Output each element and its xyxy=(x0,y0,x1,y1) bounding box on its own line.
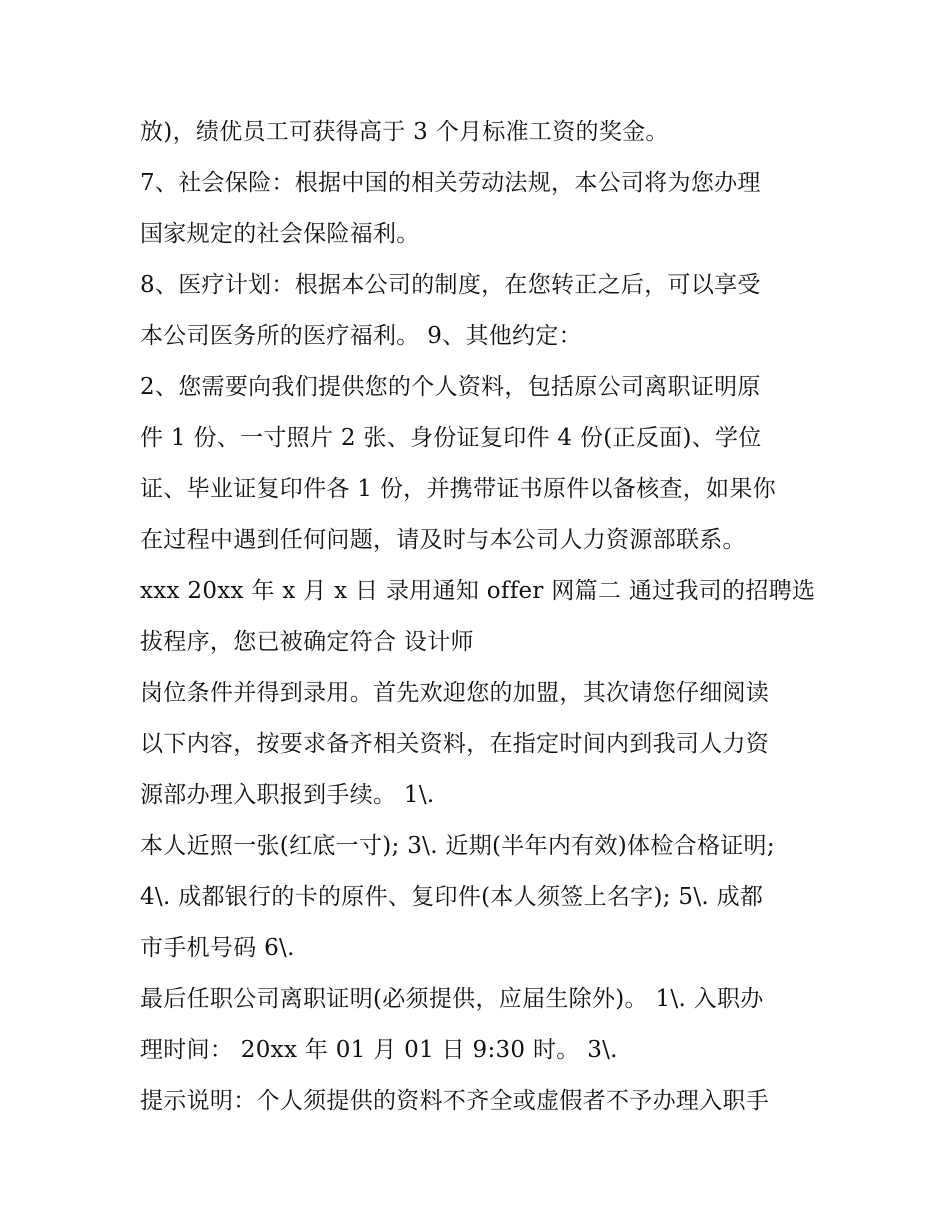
text-line: 岗位条件并得到录用。首先欢迎您的加盟，其次请您仔细阅读 xyxy=(140,680,770,706)
text-line: 在过程中遇到任何问题，请及时与本公司人力资源部联系。 xyxy=(140,527,746,553)
text-line: 证、毕业证复印件各 1 份，并携带证书原件以备核查，如果你 xyxy=(140,476,776,502)
text-line: 国家规定的社会保险福利。 xyxy=(140,221,420,247)
text-line: 市手机号码 6\. xyxy=(140,935,295,961)
text-line: 源部办理入职报到手续。 1\. xyxy=(140,782,435,808)
text-line: 8、医疗计划：根据本公司的制度，在您转正之后，可以享受 xyxy=(140,272,761,298)
text-line: 拔程序，您已被确定符合 设计师 xyxy=(140,629,474,655)
document-body xyxy=(140,107,820,1127)
text-line: 7、社会保险：根据中国的相关劳动法规，本公司将为您办理 xyxy=(140,170,761,196)
text-line: 2、您需要向我们提供您的个人资料，包括原公司离职证明原 xyxy=(140,374,761,400)
text-line: 理时间： 20xx 年 01 月 01 日 9:30 时。 3\. xyxy=(140,1037,618,1063)
text-line: 本公司医务所的医疗福利。 9、其他约定： xyxy=(140,323,582,349)
text-line: xxx 20xx 年 x 月 x 日 录用通知 offer 网篇二 通过我司的招聘选 xyxy=(140,578,816,604)
text-line: 最后任职公司离职证明(必须提供，应届生除外)。 1\. 入职办 xyxy=(140,986,764,1012)
text-line: 4\. 成都银行的卡的原件、复印件(本人须签上名字); 5\. 成都 xyxy=(140,884,764,910)
text-line: 提示说明：个人须提供的资料不齐全或虚假者不予办理入职手 xyxy=(140,1088,770,1114)
text-line: 放)，绩优员工可获得高于 3 个月标准工资的奖金。 xyxy=(140,119,669,145)
text-line: 本人近照一张(红底一寸); 3\. 近期(半年内有效)体检合格证明; xyxy=(140,833,775,859)
text-line: 以下内容，按要求备齐相关资料，在指定时间内到我司人力资 xyxy=(140,731,770,757)
text-line: 件 1 份、一寸照片 2 张、身份证复印件 4 份(正反面)、学位 xyxy=(140,425,762,451)
